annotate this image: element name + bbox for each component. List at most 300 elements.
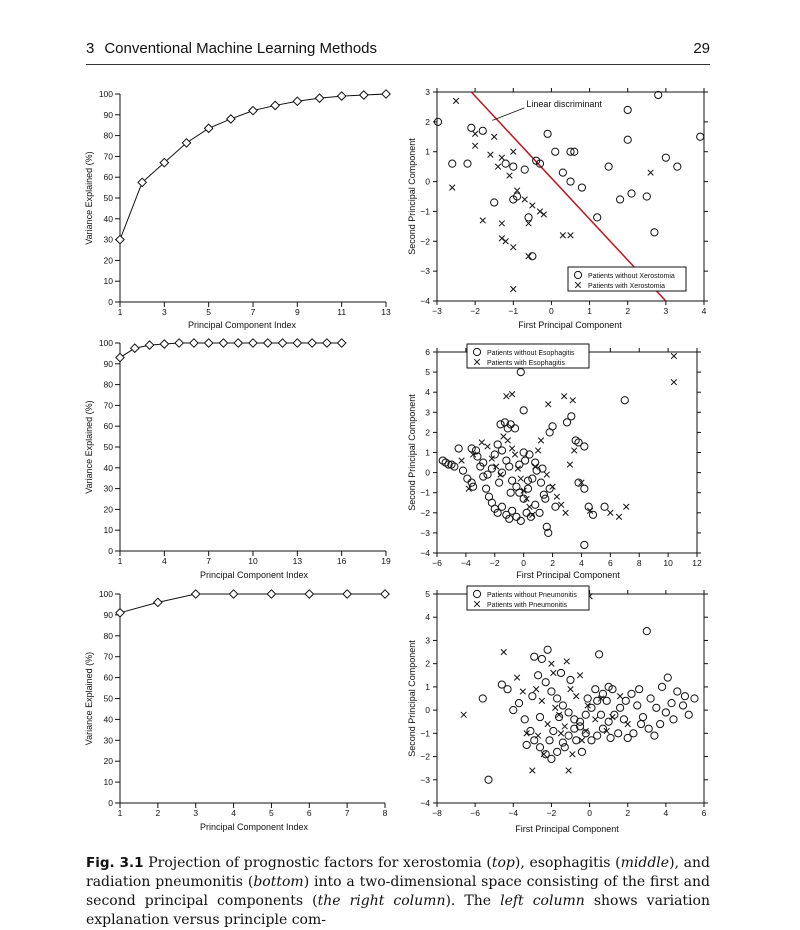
data-point-circle <box>546 737 553 744</box>
y-tick-label: 5 <box>425 367 430 378</box>
y-tick-label: 6 <box>425 347 430 357</box>
caption-segment: the right column <box>317 893 446 909</box>
annotation-arrow <box>492 108 524 120</box>
x-tick-label: 12 <box>692 558 702 568</box>
data-point-circle <box>594 214 601 221</box>
data-point-cross <box>501 649 507 655</box>
data-point-cross <box>566 768 572 774</box>
y-tick-label: 10 <box>103 276 113 287</box>
y-tick-label: 0 <box>425 176 430 187</box>
data-point-diamond <box>337 92 345 100</box>
data-point-diamond <box>227 115 235 123</box>
data-point-cross <box>538 438 544 444</box>
data-point-circle <box>668 700 675 707</box>
data-point-circle <box>568 413 575 420</box>
data-point-circle <box>550 727 557 734</box>
y-tick-label: 3 <box>425 635 430 646</box>
data-point-circle <box>525 214 532 221</box>
y-tick-label: 1 <box>425 146 430 157</box>
x-tick-label: 5 <box>269 808 274 818</box>
x-tick-label: 4 <box>579 558 584 568</box>
data-point-diamond <box>323 339 331 347</box>
y-tick-label: 0 <box>108 798 113 808</box>
data-point-circle <box>616 196 623 203</box>
x-tick-label: 2 <box>550 558 555 568</box>
data-point-circle <box>599 725 606 732</box>
x-tick-label: 0 <box>587 808 592 818</box>
data-point-circle <box>567 676 574 683</box>
data-point-diamond <box>267 590 275 598</box>
chapter-number: 3 <box>86 40 95 57</box>
data-point-circle <box>548 755 555 762</box>
data-point-cross <box>617 693 623 699</box>
data-point-cross <box>551 670 557 676</box>
caption-segment: ). The <box>445 893 501 909</box>
data-point-diamond <box>308 339 316 347</box>
caption-segment: ), and radiation pneumonitis ( <box>86 855 710 890</box>
data-point-circle <box>468 124 475 131</box>
data-point-cross <box>535 448 541 454</box>
data-point-circle <box>517 517 524 524</box>
data-point-circle <box>536 744 543 751</box>
y-tick-label: 60 <box>103 672 113 683</box>
data-point-cross <box>535 733 541 739</box>
data-point-circle <box>567 178 574 185</box>
data-point-cross <box>541 212 547 218</box>
y-tick-label: 80 <box>103 130 113 141</box>
y-tick-label: 4 <box>425 387 430 398</box>
y-tick-label: 3 <box>425 407 430 418</box>
data-point-circle <box>594 732 601 739</box>
y-tick-label: 60 <box>103 421 113 432</box>
data-point-diamond <box>360 91 368 99</box>
y-tick-label: −3 <box>420 527 430 538</box>
data-point-circle <box>637 720 644 727</box>
y-tick-label: 70 <box>103 651 113 662</box>
data-point-diamond <box>131 344 139 352</box>
data-point-cross <box>526 253 532 259</box>
data-point-circle <box>628 190 635 197</box>
data-point-cross <box>567 462 573 468</box>
data-point-circle <box>605 163 612 170</box>
data-point-circle <box>584 695 591 702</box>
data-point-diamond <box>278 339 286 347</box>
x-tick-label: −2 <box>470 306 480 316</box>
y-tick-label: 90 <box>103 609 113 620</box>
data-point-circle <box>455 445 462 452</box>
data-point-circle <box>511 425 518 432</box>
data-point-circle <box>679 702 686 709</box>
discriminant-annotation: Linear discriminant <box>526 98 602 109</box>
data-point-cross <box>560 233 566 239</box>
data-point-circle <box>515 700 522 707</box>
data-point-diamond <box>160 340 168 348</box>
data-point-circle <box>578 184 585 191</box>
y-tick-label: −4 <box>420 296 430 306</box>
x-axis-label: First Principal Component <box>518 320 622 330</box>
data-point-circle <box>506 463 513 470</box>
data-point-circle <box>498 447 505 454</box>
data-point-circle <box>507 489 514 496</box>
x-axis-label: Principal Component Index <box>199 822 309 832</box>
data-point-circle <box>651 229 658 236</box>
data-point-circle <box>681 693 688 700</box>
x-tick-label: 4 <box>161 556 167 566</box>
data-point-diamond <box>234 339 242 347</box>
y-tick-label: 30 <box>103 234 113 245</box>
data-point-circle <box>544 646 551 653</box>
data-point-cross <box>537 209 543 215</box>
data-point-cross <box>527 504 533 510</box>
data-point-diamond <box>249 339 257 347</box>
data-point-cross <box>625 721 631 727</box>
data-point-cross <box>558 502 564 508</box>
data-point-circle <box>542 679 549 686</box>
data-point-cross <box>453 98 459 104</box>
data-point-cross <box>510 244 516 250</box>
data-point-circle <box>628 690 635 697</box>
data-point-diamond <box>382 90 390 98</box>
data-point-cross <box>499 236 505 242</box>
data-point-diamond <box>145 341 153 349</box>
x-tick-label: 1 <box>117 556 123 566</box>
data-point-circle <box>464 160 471 167</box>
x-tick-label: 13 <box>381 307 391 317</box>
y-tick-label: 40 <box>103 213 113 224</box>
x-tick-label: 2 <box>155 808 161 818</box>
data-point-circle <box>468 445 475 452</box>
data-point-cross <box>539 698 545 704</box>
y-tick-label: 100 <box>98 589 113 599</box>
y-tick-label: −4 <box>420 548 430 558</box>
data-point-circle <box>685 711 692 718</box>
data-point-circle <box>491 199 498 206</box>
x-tick-label: 7 <box>344 808 350 818</box>
data-point-cross <box>479 440 485 446</box>
data-point-circle <box>529 253 536 260</box>
data-point-cross <box>522 197 528 203</box>
data-point-circle <box>565 732 572 739</box>
data-point-cross <box>488 152 494 158</box>
y-tick-label: 0 <box>425 467 430 478</box>
x-tick-label: 10 <box>663 558 673 568</box>
data-point-diamond <box>293 339 301 347</box>
data-point-circle <box>657 720 664 727</box>
data-point-cross <box>671 379 677 385</box>
data-point-circle <box>596 651 603 658</box>
data-point-circle <box>520 407 527 414</box>
data-point-diamond <box>264 339 272 347</box>
data-point-circle <box>581 541 588 548</box>
data-point-cross <box>510 286 516 292</box>
chapter-title: Conventional Machine Learning Methods <box>104 40 378 57</box>
data-point-cross <box>570 397 576 403</box>
data-point-circle <box>549 423 556 430</box>
caption-segment: shows variation explanation versus principle com- <box>86 893 710 928</box>
data-point-diamond <box>293 97 301 105</box>
data-point-cross <box>568 233 574 239</box>
x-tick-label: −2 <box>489 558 500 568</box>
data-point-cross <box>507 173 513 179</box>
data-point-circle <box>691 695 698 702</box>
y-tick-label: −1 <box>420 728 430 739</box>
data-point-circle <box>581 443 588 450</box>
x-tick-label: 1 <box>117 307 123 317</box>
y-tick-label: −2 <box>420 751 430 762</box>
figure-label: Fig. 3.1 <box>86 855 144 871</box>
data-point-circle <box>561 744 568 751</box>
data-point-circle <box>624 106 631 113</box>
data-point-cross <box>520 689 526 695</box>
legend-entry: Patients with Esophagitis <box>487 360 565 367</box>
y-axis-label: Second Principal Component <box>407 640 417 757</box>
data-point-circle <box>594 697 601 704</box>
data-point-circle <box>582 711 589 718</box>
data-point-circle <box>634 702 641 709</box>
data-point-circle <box>603 697 610 704</box>
data-point-circle <box>540 491 547 498</box>
y-tick-label: 1 <box>425 447 430 458</box>
data-point-cross <box>577 672 583 678</box>
data-point-circle <box>510 163 517 170</box>
y-tick-label: 1 <box>425 681 430 692</box>
data-point-circle <box>662 709 669 716</box>
data-point-circle <box>557 669 564 676</box>
data-point-circle <box>536 713 543 720</box>
x-axis-label: Principal Component Index <box>187 320 297 330</box>
x-tick-label: −8 <box>432 808 442 818</box>
data-point-cross <box>514 675 520 681</box>
data-point-diamond <box>305 590 313 598</box>
data-point-diamond <box>116 609 124 617</box>
data-point-circle <box>527 727 534 734</box>
caption-segment: top <box>491 855 515 871</box>
x-tick-label: 8 <box>382 808 388 818</box>
x-tick-label: 4 <box>701 306 707 316</box>
data-point-circle <box>449 160 456 167</box>
data-point-circle <box>588 704 595 711</box>
y-tick-label: −2 <box>420 236 430 247</box>
x-tick-label: 2 <box>625 306 631 316</box>
x-tick-label: 9 <box>294 307 300 317</box>
data-point-diamond <box>337 339 345 347</box>
caption-segment: Projection of prognostic factors for xerostomia ( <box>148 855 492 871</box>
data-point-circle <box>559 739 566 746</box>
x-tick-label: 16 <box>336 556 347 566</box>
data-point-cross <box>583 728 589 734</box>
plot-frame <box>437 352 697 553</box>
y-tick-label: 20 <box>103 756 113 767</box>
data-point-cross <box>495 164 501 170</box>
y-axis-label: Variance Explained (%) <box>84 400 94 494</box>
data-point-cross <box>561 393 567 399</box>
data-point-cross <box>503 238 509 244</box>
data-point-circle <box>523 741 530 748</box>
y-tick-label: 60 <box>103 172 113 183</box>
data-point-circle <box>645 725 652 732</box>
y-tick-label: 2 <box>425 116 430 127</box>
data-point-circle <box>653 704 660 711</box>
plot-frame <box>437 594 704 803</box>
data-point-circle <box>630 730 637 737</box>
y-axis-label: Second Principal Component <box>407 138 417 255</box>
data-point-circle <box>513 513 520 520</box>
data-point-cross <box>504 393 510 399</box>
data-point-cross <box>544 472 550 478</box>
x-axis-label: First Principal Component <box>516 570 620 580</box>
data-point-circle <box>643 628 650 635</box>
data-point-cross <box>571 448 577 454</box>
data-point-cross <box>558 731 564 737</box>
variance-line <box>120 94 386 240</box>
data-point-circle <box>620 716 627 723</box>
data-point-diamond <box>116 353 124 361</box>
data-point-circle <box>498 503 505 510</box>
caption-segment: ), esophagitis ( <box>514 855 621 871</box>
y-tick-label: −3 <box>420 266 430 277</box>
data-point-circle <box>658 683 665 690</box>
x-tick-label: 13 <box>292 556 303 566</box>
data-point-circle <box>480 473 487 480</box>
y-tick-label: 40 <box>103 714 113 725</box>
y-tick-label: 80 <box>103 379 113 390</box>
data-point-circle <box>697 133 704 140</box>
data-point-circle <box>552 503 559 510</box>
data-point-circle <box>504 686 511 693</box>
data-point-circle <box>491 451 498 458</box>
y-tick-label: 100 <box>98 338 113 348</box>
data-point-cross <box>512 452 518 458</box>
data-point-circle <box>534 672 541 679</box>
legend-entry: Patients with Pneumonitis <box>487 602 568 609</box>
x-tick-label: 1 <box>117 808 123 818</box>
data-point-cross <box>509 391 515 397</box>
data-point-cross <box>505 438 511 444</box>
data-point-circle <box>502 160 509 167</box>
data-point-cross <box>472 131 478 137</box>
data-point-cross <box>610 714 616 720</box>
data-point-cross <box>623 504 629 510</box>
data-point-cross <box>556 712 562 718</box>
y-tick-label: −3 <box>420 774 430 785</box>
data-point-circle <box>664 674 671 681</box>
data-point-circle <box>532 459 539 466</box>
x-axis-label: Principal Component Index <box>199 570 309 580</box>
y-tick-label: 30 <box>103 483 113 494</box>
data-point-circle <box>523 509 530 516</box>
data-point-circle <box>565 709 572 716</box>
data-point-circle <box>536 509 543 516</box>
data-point-diamond <box>343 590 351 598</box>
data-point-diamond <box>192 590 200 598</box>
data-point-cross <box>549 661 555 667</box>
data-point-circle <box>497 421 504 428</box>
data-point-cross <box>499 221 505 227</box>
x-tick-label: −6 <box>432 558 442 568</box>
page-number: 29 <box>693 40 710 57</box>
data-point-cross <box>570 751 576 757</box>
y-tick-label: 2 <box>425 427 430 438</box>
data-point-cross <box>562 724 568 730</box>
data-point-cross <box>552 705 558 711</box>
x-tick-label: 0 <box>549 306 554 316</box>
data-point-cross <box>573 693 579 699</box>
data-point-circle <box>542 495 549 502</box>
y-tick-label: −2 <box>420 507 430 518</box>
data-point-cross <box>491 134 497 140</box>
data-point-circle <box>674 688 681 695</box>
x-tick-label: 5 <box>206 307 212 317</box>
data-point-cross <box>592 717 598 723</box>
legend-entry: Patients with Xerostomia <box>588 283 666 290</box>
data-point-cross <box>648 170 654 176</box>
data-point-circle <box>496 479 503 486</box>
data-point-circle <box>532 501 539 508</box>
y-tick-label: −1 <box>420 206 430 217</box>
y-tick-label: 70 <box>103 151 113 162</box>
data-point-diamond <box>116 235 124 243</box>
x-tick-label: 7 <box>206 556 212 566</box>
data-point-diamond <box>229 590 237 598</box>
y-tick-label: 20 <box>103 504 113 515</box>
data-point-cross <box>518 476 524 482</box>
x-tick-label: 3 <box>161 307 167 317</box>
data-point-circle <box>621 397 628 404</box>
data-point-diamond <box>381 590 389 598</box>
data-point-cross <box>563 510 569 516</box>
data-point-cross <box>530 768 536 774</box>
data-point-circle <box>537 479 544 486</box>
x-tick-label: −1 <box>508 306 519 316</box>
y-tick-label: 90 <box>103 358 113 369</box>
data-point-circle <box>554 695 561 702</box>
data-point-circle <box>607 734 614 741</box>
data-point-circle <box>615 730 622 737</box>
data-point-circle <box>592 686 599 693</box>
y-tick-label: 90 <box>103 109 113 120</box>
data-point-cross <box>554 494 560 500</box>
x-tick-label: 6 <box>306 808 312 818</box>
y-tick-label: 0 <box>108 297 113 307</box>
caption-text <box>86 855 710 928</box>
y-tick-label: −4 <box>420 798 430 808</box>
data-point-circle <box>529 475 536 482</box>
x-tick-label: −2 <box>546 808 557 818</box>
y-tick-label: 40 <box>103 462 113 473</box>
data-point-circle <box>554 748 561 755</box>
data-point-circle <box>479 127 486 134</box>
data-point-circle <box>521 716 528 723</box>
data-point-circle <box>485 776 492 783</box>
data-point-diamond <box>249 106 257 114</box>
caption-segment: ) into a two-dimensional space consisting of the first and second principal components ( <box>86 874 710 909</box>
x-tick-label: 6 <box>607 558 613 568</box>
y-tick-label: 50 <box>103 193 113 203</box>
data-point-circle <box>622 697 629 704</box>
x-tick-label: 2 <box>625 808 631 818</box>
x-tick-label: −3 <box>432 306 442 316</box>
data-point-circle <box>459 467 466 474</box>
x-tick-label: −6 <box>470 808 480 818</box>
data-point-circle <box>529 693 536 700</box>
data-point-circle <box>616 704 623 711</box>
data-point-circle <box>559 169 566 176</box>
data-point-circle <box>581 485 588 492</box>
data-point-cross <box>545 401 551 407</box>
y-axis-label: Variance Explained (%) <box>84 151 94 245</box>
caption-segment: left column <box>500 893 585 909</box>
y-tick-label: 4 <box>425 612 430 623</box>
